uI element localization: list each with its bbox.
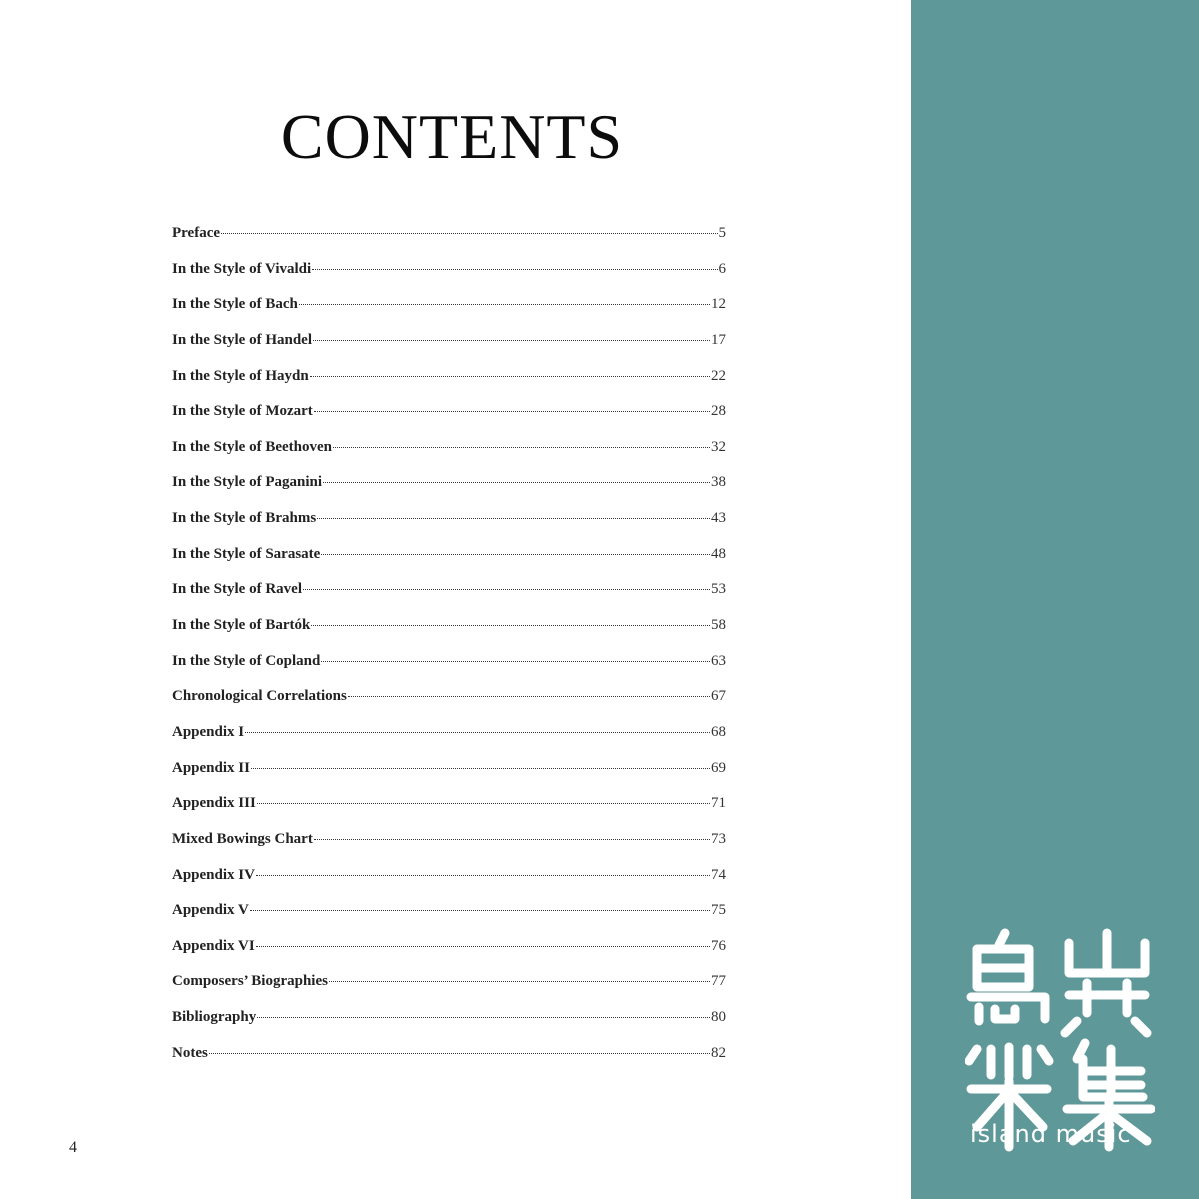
toc-entry-label: Appendix V <box>172 902 249 919</box>
toc-entry-page: 58 <box>711 617 726 634</box>
toc-entry-page: 12 <box>711 296 726 313</box>
toc-entry-label: In the Style of Ravel <box>172 581 302 598</box>
brand-side-panel <box>911 0 1199 1199</box>
toc-entry-page: 75 <box>711 902 726 919</box>
toc-entry-page: 68 <box>711 723 726 740</box>
toc-entry <box>172 296 726 332</box>
dot-leader <box>310 376 710 377</box>
dot-leader <box>257 1017 710 1018</box>
toc-entry <box>172 617 726 653</box>
toc-entry-label: Composers’ Biographies <box>172 973 328 990</box>
toc-entry-page: 73 <box>711 830 726 847</box>
toc-entry-label: In the Style of Haydn <box>172 367 309 384</box>
toc-entry <box>172 688 726 724</box>
dot-leader <box>250 910 710 911</box>
dot-leader <box>257 803 710 804</box>
dot-leader <box>317 518 710 519</box>
toc-entry <box>172 403 726 439</box>
toc-entry-page: 5 <box>718 225 726 241</box>
toc-entry-page: 28 <box>711 403 726 420</box>
toc-entry-page: 71 <box>711 795 726 812</box>
toc-entry-label: In the Style of Beethoven <box>172 438 332 455</box>
toc-entry <box>172 225 726 261</box>
toc-entry-label: Bibliography <box>172 1009 257 1026</box>
dot-leader <box>314 411 710 412</box>
dot-leader <box>311 625 710 626</box>
toc-entry <box>172 795 726 831</box>
toc-entry <box>172 546 726 582</box>
toc-entry-label: Appendix II <box>172 759 250 776</box>
toc-entry-page: 76 <box>711 937 726 954</box>
toc-entry-page: 38 <box>711 474 726 491</box>
toc-entry-label: Appendix III <box>172 795 256 812</box>
dot-leader <box>313 340 710 341</box>
toc-entry <box>172 760 726 796</box>
toc-entry <box>172 653 726 689</box>
toc-entry-label: Appendix IV <box>172 866 255 883</box>
dot-leader <box>321 554 710 555</box>
toc-entry-label: Appendix I <box>172 723 245 740</box>
toc-entry <box>172 332 726 368</box>
toc-entry-page: 48 <box>711 545 726 562</box>
dot-leader <box>209 1053 710 1054</box>
toc-entry <box>172 368 726 404</box>
toc-entry-page: 43 <box>711 510 726 527</box>
dot-leader <box>256 946 710 947</box>
dot-leader <box>245 732 710 733</box>
toc-entry <box>172 474 726 510</box>
toc-entry-label: In the Style of Sarasate <box>172 545 321 562</box>
toc-entry-label: Preface <box>172 225 221 241</box>
toc-entry-page: 67 <box>711 688 726 705</box>
page-number: 4 <box>69 1139 77 1156</box>
toc-entry <box>172 1009 726 1045</box>
toc-entry <box>172 1045 726 1081</box>
toc-entry-label: Mixed Bowings Chart <box>172 830 313 847</box>
toc-entry-label: Chronological Correlations <box>172 688 347 705</box>
toc-entry <box>172 867 726 903</box>
toc-entry-page: 77 <box>711 973 726 990</box>
toc-entry-page: 69 <box>711 759 726 776</box>
toc-entry-page: 17 <box>711 331 726 348</box>
page-title: CONTENTS <box>280 101 624 172</box>
dot-leader <box>312 269 717 270</box>
toc-entry <box>172 973 726 1009</box>
toc-entry-label: In the Style of Vivaldi <box>172 260 312 277</box>
brand-name: island music <box>970 1120 1132 1148</box>
dot-leader <box>321 661 710 662</box>
toc-entry-page: 80 <box>711 1009 726 1026</box>
dot-leader <box>256 875 710 876</box>
toc-entry-page: 22 <box>711 367 726 384</box>
table-of-contents <box>172 225 726 1080</box>
dot-leader <box>251 768 710 769</box>
toc-entry <box>172 261 726 297</box>
toc-entry-label: In the Style of Paganini <box>172 474 323 491</box>
dot-leader <box>299 304 710 305</box>
toc-entry-label: In the Style of Handel <box>172 331 313 348</box>
toc-entry-page: 74 <box>711 866 726 883</box>
dot-leader <box>323 482 710 483</box>
dot-leader <box>329 981 710 982</box>
toc-entry <box>172 831 726 867</box>
toc-entry-label: In the Style of Bach <box>172 296 298 313</box>
dot-leader <box>221 233 717 234</box>
toc-entry <box>172 938 726 974</box>
toc-entry <box>172 902 726 938</box>
toc-entry-label: In the Style of Mozart <box>172 403 313 420</box>
toc-entry-label: Notes <box>172 1044 208 1061</box>
toc-entry-page: 53 <box>711 581 726 598</box>
toc-entry-label: In the Style of Brahms <box>172 510 317 527</box>
toc-entry-page: 63 <box>711 652 726 669</box>
toc-entry-label: Appendix VI <box>172 937 255 954</box>
toc-entry-page: 6 <box>718 260 726 277</box>
toc-entry <box>172 439 726 475</box>
toc-entry <box>172 724 726 760</box>
dot-leader <box>314 839 710 840</box>
dot-leader <box>348 696 710 697</box>
dot-leader <box>303 589 710 590</box>
toc-entry-page: 82 <box>711 1044 726 1061</box>
toc-entry-label: In the Style of Copland <box>172 652 321 669</box>
toc-entry <box>172 581 726 617</box>
toc-entry-label: In the Style of Bartók <box>172 617 311 634</box>
toc-entry <box>172 510 726 546</box>
dot-leader <box>333 447 710 448</box>
toc-entry-page: 32 <box>711 438 726 455</box>
